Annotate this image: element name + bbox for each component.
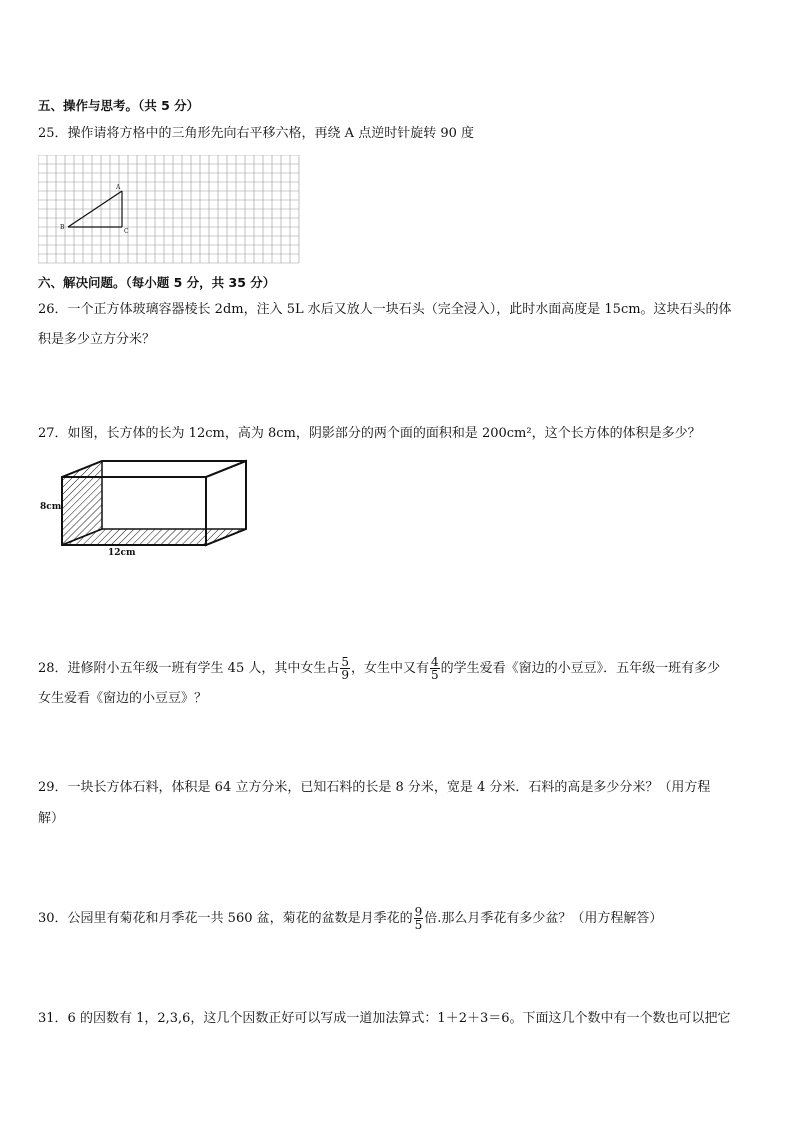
question-28-part2: ，女生中又有: [351, 661, 430, 676]
question-28-part1: 28．进修附小五年级一班有学生 45 人，其中女生占: [38, 661, 340, 676]
length-label: 12cm: [108, 548, 136, 558]
question-28-line1: [38, 656, 720, 681]
question-29-line1: 29．一块长方体石料，体积是 64 立方分米，已知石料的长是 8 分米，宽是 4 分米．石料的高是多少分米？（用方程: [38, 780, 711, 795]
question-27-text: 27．如图，长方体的长为 12cm，高为 8cm，阴影部分的两个面的面积和是 200cm²，这个长方体的体积是多少？: [38, 426, 701, 441]
question-26-line1: 26．一个正方体玻璃容器棱长 2dm，注入 5L 水后又放人一块石头（完全浸入），此时水面高度是 15cm。这块石头的体: [38, 302, 732, 317]
point-label-b: B: [60, 224, 65, 231]
fraction-five-ninths: $\frac{5}{9}$: [341, 655, 349, 682]
question-31-line1: 31．6 的因数有 1，2,3,6，这几个因数正好可以写成一道加法算式：1＋2＋3＝6。下面这几个数中有一个数也可以把它: [38, 1011, 731, 1026]
question-30-part2: 倍.那么月季花有多少盆？（用方程解答）: [424, 911, 663, 926]
point-label-c: C: [124, 228, 129, 235]
section6-heading: 六、解决问题。（每小题 5 分，共 35 分）: [38, 275, 276, 290]
point-label-a: A: [116, 184, 121, 191]
cuboid-figure: [38, 455, 253, 560]
question-25-text: 25．操作请将方格中的三角形先向右平移六格，再绕 A 点逆时针旋转 90 度: [38, 126, 475, 141]
question-28-line2: 女生爱看《窗边的小豆豆》？: [38, 691, 208, 706]
section5-heading: 五、操作与思考。（共 5 分）: [38, 98, 200, 113]
question-29-line2: 解）: [38, 811, 65, 826]
question-26-line2: 积是多少立方分米？: [38, 332, 156, 347]
question-30-line: [38, 906, 662, 931]
grid-figure: [38, 155, 300, 267]
question-28-part3: 的学生爱看《窗边的小豆豆》．五年级一班有多少: [440, 661, 721, 676]
fraction-four-fifths: $\frac{4}{5}$: [431, 655, 439, 682]
question-30-part1: 30．公园里有菊花和月季花一共 560 盆，菊花的盆数是月季花的: [38, 911, 413, 926]
fraction-nine-fifths: $\frac{9}{5}$: [414, 905, 423, 932]
height-label: 8cm: [40, 502, 62, 512]
